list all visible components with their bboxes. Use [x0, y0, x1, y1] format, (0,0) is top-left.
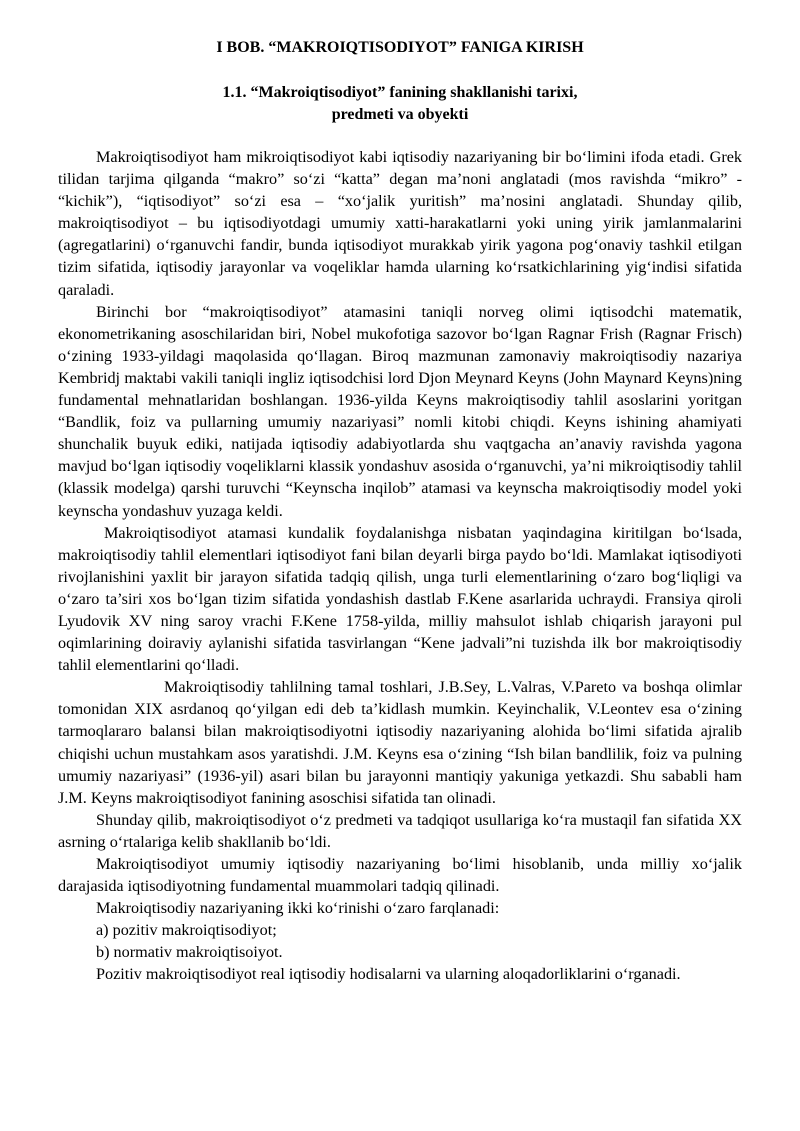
paragraph-2: Birinchi bor “makroiqtisodiyot” atamasini taniqli norveg olimi iqtisodchi matematik, ekonometrikaning asoschilaridan biri, Nobel mukofotiga sazovor bo‘lgan Ragnar Frish (Ragnar Frisch) o‘zining 1933-yildagi maqolasida qo‘llagan. Biroq mazmunan zamonaviy makroiqtisodiy nazariya Kembridj maktabi vakili taniqli ingliz iqtisodchisi lord Djon Meynard Keyns (John Maynard Keyns)ning fundamental mehnatlaridan boshlangan. 1936-yilda Keyns makroiqtisodiy tahlil asoslarini yoritgan “Bandlik, foiz va pullarning umumiy nazariyasi” nomli kitobi chiqdi. Keyns ishining ahamiyati shunchalik buyuk ediki, natijada iqtisodiy adabiyotlarda shu vaqtgacha an’anaviy ravishda yagona mavjud bo‘lgan iqtisodiy voqeliklarni klassik yondashuv asosida o‘rganuvchi, ya’ni mikroiqtisodiy tahlil (klassik modelga) qarshi turuvchi “Keynscha inqilob” atamasi va keynscha makroiqtisodiy model yoki keynscha yondashuv yuzaga keldi.	[58, 302, 742, 520]
paragraph-3: Makroiqtisodiyot atamasi kundalik foydalanishga nisbatan yaqindagina kiritilgan bo‘lsada, makroiqtisodiy tahlil elementlari iqtisodiyot fani bilan deyarli birga paydo bo‘ldi. Mamlakat iqtisodiyoti rivojlanishini yaxlit bir jarayon sifatida tadqiq qilish, unga turli elementlarining o‘zaro bog‘liqligi va o‘zaro ta’siri xos bo‘lgan tizim sifatida yondashish dastlab F.Kene asarlarida uchraydi. Fransiya qiroli Lyudovik XV ning saroy vrachi F.Kene 1758-yilda, milliy mahsulot ishlab chiqarish jarayoni pul oqimlarining doiraviy aylanishi sifatida tasvirlangan “Kene jadvali”ni tuzishda ilk bor makroiqtisodiy tahlil elementlarini qo‘lladi.	[58, 523, 742, 675]
body-text	[58, 146, 742, 986]
section-title-line-1: 1.1. “Makroiqtisodiyot” fanining shakllanishi tarixi,	[222, 84, 578, 101]
paragraph-4: Makroiqtisodiy tahlilning tamal toshlari, J.B.Sey, L.Valras, V.Pareto va boshqa olimlar tomonidan XIX asrdanoq qo‘yilgan edi deb ta’kidlash mumkin. Keyinchalik, V.Leontev esa o‘zining tarmoqlararo balansi bilan makroiqtisodiyotni iqtisodiy nazariyaning alohida bo‘limi sifatida ajralib chiqishi uchun mustahkam asos yaratishdi. J.M. Keyns esa o‘zining “Ish bilan bandlilik, foiz va pulning umumiy nazariyasi” (1936-yil) asari bilan bu jarayonni mantiqiy yakuniga yetkazdi. Shu sababli ham J.M. Keyns makroiqtisodiyot fanining asoschisi sifatida tan olinadi.	[58, 678, 742, 807]
list-item-a: a) pozitiv makroiqtisodiyot;	[96, 921, 277, 940]
document-page	[58, 36, 742, 986]
paragraph-1: Makroiqtisodiyot ham mikroiqtisodiyot kabi iqtisodiy nazariyaning bir bo‘limini ifoda etadi. Grek tilidan tarjima qilganda “makro” so‘zi “katta” degan ma’noni anglatadi (mos ravishda “mikro” - “kichik”), “iqtisodiyot” so‘zi esa – “xo‘jalik yuritish” ma’nosini anglatadi. Shunday qilib, makroiqtisodiyot – bu iqtisodiyotdagi umumiy xatti-harakatlarni yoki uning yirik jamlanmalarini (agregatlarini) o‘rganuvchi fandir, bunda iqtisodiyot murakkab yirik yagona pog‘onaviy tashkil etilgan tizim sifatida, iqtisodiy jarayonlar va voqeliklar hamda ularning ko‘rsatkichlarining yig‘indisi sifatida qaraladi.	[58, 148, 742, 299]
paragraph-5: Shunday qilib, makroiqtisodiyot o‘z predmeti va tadqiqot usullariga ko‘ra mustaqil fan sifatida XX asrning o‘rtalariga kelib shakllanib bo‘ldi.	[58, 810, 742, 851]
section-title-line-2: predmeti va obyekti	[331, 106, 469, 123]
paragraph-6: Makroiqtisodiyot umumiy iqtisodiy nazariyaning bo‘limi hisoblanib, unda milliy xo‘jalik darajasida iqtisodiyotning fundamental muammolari tadqiq qilinadi.	[58, 855, 742, 896]
list-item-b: b) normativ makroiqtisoiyot.	[96, 943, 283, 962]
paragraph-7: Makroiqtisodiy nazariyaning ikki ko‘rinishi o‘zaro farqlanadi:	[96, 899, 500, 918]
paragraph-final: Pozitiv makroiqtisodiyot real iqtisodiy hodisalarni va ularning aloqadorliklarini o‘rganadi.	[96, 965, 681, 984]
chapter-title: I BOB. “MAKROIQTISODIYOT” FANIGA KIRISH	[216, 39, 584, 56]
section-title	[58, 82, 742, 126]
